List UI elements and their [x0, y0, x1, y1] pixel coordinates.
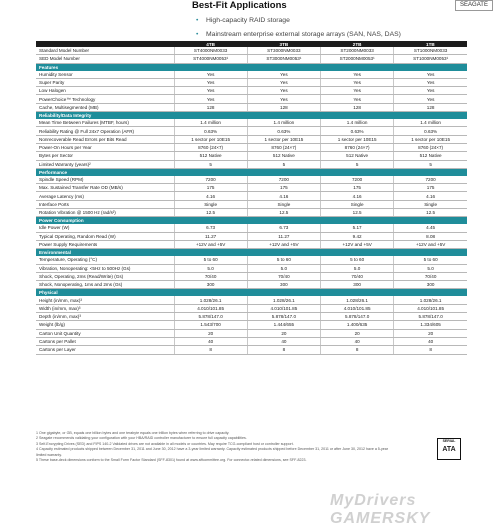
spec-value: +12V and +5V — [247, 240, 320, 248]
spec-row — [36, 224, 467, 232]
spec-value: Yes — [394, 78, 467, 86]
spec-value: 8 — [247, 346, 320, 354]
spec-row — [36, 143, 467, 151]
spec-value: 9.42 — [321, 232, 394, 240]
spec-value: ST4000NM0053¹ — [174, 55, 247, 63]
spec-value: 8760 (24×7) — [247, 143, 320, 151]
spec-row — [36, 71, 467, 79]
best-fit-item: • High-capacity RAID storage — [196, 14, 401, 28]
section-header — [36, 112, 467, 120]
spec-label: SED Model Number — [36, 55, 174, 63]
spec-value: ST4000NM0033 — [174, 47, 247, 55]
spec-value: 12.5 — [394, 209, 467, 217]
spec-value: 300 — [394, 281, 467, 289]
spec-label: Max. Sustained Transfer Rate OD (MB/s) — [36, 184, 174, 192]
spec-value: 1.028/26.1 — [174, 296, 247, 304]
spec-label: Weight (lb/g) — [36, 321, 174, 329]
footnotes — [36, 431, 391, 463]
spec-value: 4.16 — [247, 192, 320, 200]
spec-value: 175 — [247, 184, 320, 192]
spec-value: 8760 (24×7) — [394, 143, 467, 151]
spec-value: 175 — [321, 184, 394, 192]
spec-value: 4TB — [174, 41, 247, 47]
spec-value: 5.17 — [321, 224, 394, 232]
spec-row — [36, 152, 467, 160]
spec-row — [36, 55, 467, 63]
spec-label: Super Parity — [36, 78, 174, 86]
spec-value: 1 sector per 10E15 — [174, 135, 247, 143]
spec-value: 70/40 — [174, 272, 247, 280]
spec-value: 5 to 60 — [321, 256, 394, 264]
spec-value: 6.73 — [247, 224, 320, 232]
spec-table — [36, 41, 467, 355]
spec-value: Yes — [394, 71, 467, 79]
spec-value: 128 — [321, 103, 394, 111]
spec-value: Yes — [321, 87, 394, 95]
spec-value: 40 — [174, 337, 247, 345]
spec-row — [36, 135, 467, 143]
spec-value: Yes — [247, 95, 320, 103]
spec-value: 512 Native — [247, 152, 320, 160]
spec-value: ST1000NM0053¹ — [394, 55, 467, 63]
spec-value: 5.0 — [321, 264, 394, 272]
spec-row — [36, 87, 467, 95]
spec-value: 8 — [394, 346, 467, 354]
spec-label: Height (in/mm, max)³ — [36, 296, 174, 304]
spec-value: 1.028/26.1 — [394, 296, 467, 304]
spec-value: 1 sector per 10E15 — [247, 135, 320, 143]
spec-label: Mean Time Between Failures (MTBF, hours) — [36, 119, 174, 127]
spec-value: 7200 — [321, 176, 394, 184]
spec-row — [36, 160, 467, 168]
best-fit-heading: Best-Fit Applications — [192, 0, 287, 11]
spec-row — [36, 337, 467, 345]
spec-value: 4.010/101.85 — [247, 304, 320, 312]
spec-value: 512 Native — [174, 152, 247, 160]
spec-value: 175 — [174, 184, 247, 192]
spec-value: 5 — [247, 160, 320, 168]
spec-row — [36, 240, 467, 248]
spec-value: Yes — [174, 78, 247, 86]
spec-value: 20 — [247, 329, 320, 337]
spec-value: 4.010/101.85 — [394, 304, 467, 312]
spec-row — [36, 281, 467, 289]
section-label: Reliability/Data Integrity — [36, 112, 467, 120]
spec-row — [36, 256, 467, 264]
spec-row — [36, 321, 467, 329]
spec-value: 0.63% — [394, 127, 467, 135]
spec-label: Bytes per Sector — [36, 152, 174, 160]
spec-row — [36, 313, 467, 321]
spec-value: 11.27 — [174, 232, 247, 240]
spec-value: 300 — [321, 281, 394, 289]
watermark: MyDrivers GAMERSKY — [330, 492, 431, 527]
spec-label: Vibration, Nonoperating: <5Hz to 500Hz (Gs) — [36, 264, 174, 272]
spec-value: 0.63% — [174, 127, 247, 135]
spec-row — [36, 296, 467, 304]
spec-value: Yes — [321, 78, 394, 86]
footnote: 3 Self-Encrypting Drives (SED) and FIPS 140-2 Validated drives are not available in all models or countries. May require TCG-compliant host or controller support. — [36, 441, 294, 446]
spec-value: 512 Native — [321, 152, 394, 160]
spec-value: 128 — [247, 103, 320, 111]
spec-label: Shock, Operating, 2ms (Read/Write) (Gs) — [36, 272, 174, 280]
spec-value: 128 — [174, 103, 247, 111]
spec-value: 4.45 — [394, 224, 467, 232]
spec-value: Single — [174, 200, 247, 208]
spec-row — [36, 119, 467, 127]
spec-value: 6.73 — [174, 224, 247, 232]
spec-value: 70/40 — [321, 272, 394, 280]
spec-value: 4.010/101.85 — [321, 304, 394, 312]
spec-value: 4.16 — [394, 192, 467, 200]
spec-value: 5.878/147.0 — [174, 313, 247, 321]
spec-value: Yes — [174, 87, 247, 95]
spec-value: 5 to 60 — [174, 256, 247, 264]
spec-row — [36, 264, 467, 272]
spec-row — [36, 346, 467, 354]
serial-ata-logo — [437, 438, 461, 460]
spec-label: Humidity Sensor — [36, 71, 174, 79]
spec-row — [36, 272, 467, 280]
spec-value: Single — [321, 200, 394, 208]
spec-row — [36, 200, 467, 208]
spec-label: Reliability Rating @ Full 24x7 Operation (AFR) — [36, 127, 174, 135]
spec-value: 4.16 — [174, 192, 247, 200]
section-label: Environmental — [36, 249, 467, 257]
spec-value: 70/40 — [394, 272, 467, 280]
spec-value: ST1000NM0033 — [394, 47, 467, 55]
spec-value: 5 — [174, 160, 247, 168]
spec-value: 5.878/147.0 — [321, 313, 394, 321]
spec-value: ST2000NM0053¹ — [321, 55, 394, 63]
spec-label: PowerChoice™ Technology — [36, 95, 174, 103]
spec-value: Yes — [247, 78, 320, 86]
spec-row — [36, 232, 467, 240]
footnote: 2 Seagate recommends validating your configuration with your HBA/RAID controller manufacturer to ensure full capacity capabilities. — [36, 436, 247, 441]
spec-label: Idle Power (W) — [36, 224, 174, 232]
footnote: 1 One gigabyte, or GB, equals one billion bytes and one terabyte equals one trillion bytes when referring to drive capacity. — [36, 431, 230, 435]
spec-value: 300 — [174, 281, 247, 289]
spec-row — [36, 95, 467, 103]
section-label: Power Consumption — [36, 217, 467, 225]
spec-row — [36, 103, 467, 111]
spec-value: 8760 (24×7) — [321, 143, 394, 151]
spec-row — [36, 192, 467, 200]
spec-value: 1.4 million — [174, 119, 247, 127]
spec-value: 1TB — [394, 41, 467, 47]
spec-value: Single — [247, 200, 320, 208]
footnote: 4 Capacity estimated products shipped between December 31, 2011 and June 30, 2012 have a 3-year limited warranty. Capacity estimated products shipped before December 31, 2011 or after June 30, 2012 have a 5-year limited warranty. — [36, 447, 388, 457]
spec-value: 40 — [394, 337, 467, 345]
spec-value: 40 — [321, 337, 394, 345]
spec-row — [36, 184, 467, 192]
spec-value: 1 sector per 10E15 — [394, 135, 467, 143]
spec-label: Carton Unit Quantity — [36, 329, 174, 337]
section-header — [36, 289, 467, 297]
spec-value: 20 — [394, 329, 467, 337]
spec-value: +12V and +5V — [321, 240, 394, 248]
spec-value: 8760 (24×7) — [174, 143, 247, 151]
spec-value: 20 — [174, 329, 247, 337]
spec-label: Typical Operating, Random Read (W) — [36, 232, 174, 240]
spec-label: Temperature, Operating (°C) — [36, 256, 174, 264]
spec-value: Yes — [174, 95, 247, 103]
spec-value: 8.08 — [394, 232, 467, 240]
spec-value: 3TB — [247, 41, 320, 47]
spec-value: 1.400/635 — [321, 321, 394, 329]
spec-value: 5.0 — [394, 264, 467, 272]
spec-value: 12.5 — [321, 209, 394, 217]
spec-row — [36, 78, 467, 86]
spec-label: Shock, Nonoperating, 1ms and 2ms (Gs) — [36, 281, 174, 289]
spec-value: 5 — [394, 160, 467, 168]
serial-ata-line1: SERIAL — [442, 439, 456, 443]
spec-label: Nonrecoverable Read Errors per Bits Read — [36, 135, 174, 143]
spec-value: 70/40 — [247, 272, 320, 280]
spec-value: 40 — [247, 337, 320, 345]
spec-value: 5 to 60 — [247, 256, 320, 264]
spec-value: 1 sector per 10E15 — [321, 135, 394, 143]
spec-value: 175 — [394, 184, 467, 192]
spec-value: ST2000NM0033 — [321, 47, 394, 55]
spec-value: 1.4 million — [321, 119, 394, 127]
spec-value: Single — [394, 200, 467, 208]
spec-value: 1.334/605 — [394, 321, 467, 329]
spec-label: Depth (in/mm, max)³ — [36, 313, 174, 321]
spec-value: 0.63% — [247, 127, 320, 135]
spec-value: 20 — [321, 329, 394, 337]
serial-ata-line2: ATA — [442, 446, 456, 453]
spec-value: 7200 — [247, 176, 320, 184]
spec-value: 2TB — [321, 41, 394, 47]
spec-label: Spindle Speed (RPM) — [36, 176, 174, 184]
spec-value: 12.5 — [247, 209, 320, 217]
spec-value: Yes — [174, 71, 247, 79]
spec-label: Rotation Vibration @ 1500 Hz (rad/s²) — [36, 209, 174, 217]
spec-value: 11.27 — [247, 232, 320, 240]
spec-value: Yes — [394, 95, 467, 103]
spec-value: Yes — [321, 95, 394, 103]
spec-row — [36, 209, 467, 217]
spec-value: 1.028/26.1 — [321, 296, 394, 304]
brand-logo: SEAGATE — [455, 0, 493, 11]
footnote: 5 These base-deck dimensions conform to the Small Form Factor Standard (SFF-8301) found at www.sffcommittee.org. For connector-related dimensions, see SFF-8223. — [36, 458, 307, 463]
section-label: Performance — [36, 168, 467, 176]
section-header — [36, 217, 467, 225]
spec-row — [36, 304, 467, 312]
spec-value: 7200 — [174, 176, 247, 184]
spec-row — [36, 127, 467, 135]
spec-value: 12.5 — [174, 209, 247, 217]
spec-label: Power-On Hours per Year — [36, 143, 174, 151]
spec-value: ST3000NM0033 — [247, 47, 320, 55]
spec-value: Yes — [321, 71, 394, 79]
spec-label: Standard Model Number — [36, 47, 174, 55]
spec-value: 1.444/655 — [247, 321, 320, 329]
spec-value: 512 Native — [394, 152, 467, 160]
spec-value: 128 — [394, 103, 467, 111]
spec-value: ST3000NM0053¹ — [247, 55, 320, 63]
spec-value: 4.010/101.85 — [174, 304, 247, 312]
spec-label: Average Latency (ms) — [36, 192, 174, 200]
spec-value: 7200 — [394, 176, 467, 184]
spec-row — [36, 329, 467, 337]
spec-value: +12V and +5V — [394, 240, 467, 248]
spec-label: Cartons per Layer — [36, 346, 174, 354]
spec-label: Cartons per Pallet — [36, 337, 174, 345]
spec-value: 0.63% — [321, 127, 394, 135]
spec-value: Yes — [247, 71, 320, 79]
spec-value: 4.16 — [321, 192, 394, 200]
spec-value: 1.4 million — [394, 119, 467, 127]
section-label: Physical — [36, 289, 467, 297]
section-label: Features — [36, 63, 467, 71]
spec-value: +12V and +5V — [174, 240, 247, 248]
spec-value: 5.0 — [247, 264, 320, 272]
section-header — [36, 249, 467, 257]
spec-label: Width (in/mm, max)³ — [36, 304, 174, 312]
spec-value: 5.878/147.0 — [394, 313, 467, 321]
spec-row — [36, 47, 467, 55]
spec-label: Low Halogen — [36, 87, 174, 95]
section-header — [36, 63, 467, 71]
spec-value: 1.028/26.1 — [247, 296, 320, 304]
spec-value: 5.0 — [174, 264, 247, 272]
spec-value: Yes — [394, 87, 467, 95]
spec-row — [36, 176, 467, 184]
spec-value: 5 — [321, 160, 394, 168]
spec-value: 5.878/147.0 — [247, 313, 320, 321]
spec-value: 5 to 60 — [394, 256, 467, 264]
spec-label: Cache, Multisegmented (MB) — [36, 103, 174, 111]
spec-value: 8 — [321, 346, 394, 354]
spec-label: Interface Ports — [36, 200, 174, 208]
spec-label: Limited Warranty (years)² — [36, 160, 174, 168]
spec-value: 8 — [174, 346, 247, 354]
best-fit-item: • Mainstream enterprise external storage arrays (SAN, NAS, DAS) — [196, 28, 401, 42]
spec-value: 1.543/700 — [174, 321, 247, 329]
spec-value: Yes — [247, 87, 320, 95]
spec-label: Power Supply Requirements — [36, 240, 174, 248]
section-header — [36, 168, 467, 176]
best-fit-list — [196, 14, 401, 42]
spec-value: 1.4 million — [247, 119, 320, 127]
spec-value: 300 — [247, 281, 320, 289]
